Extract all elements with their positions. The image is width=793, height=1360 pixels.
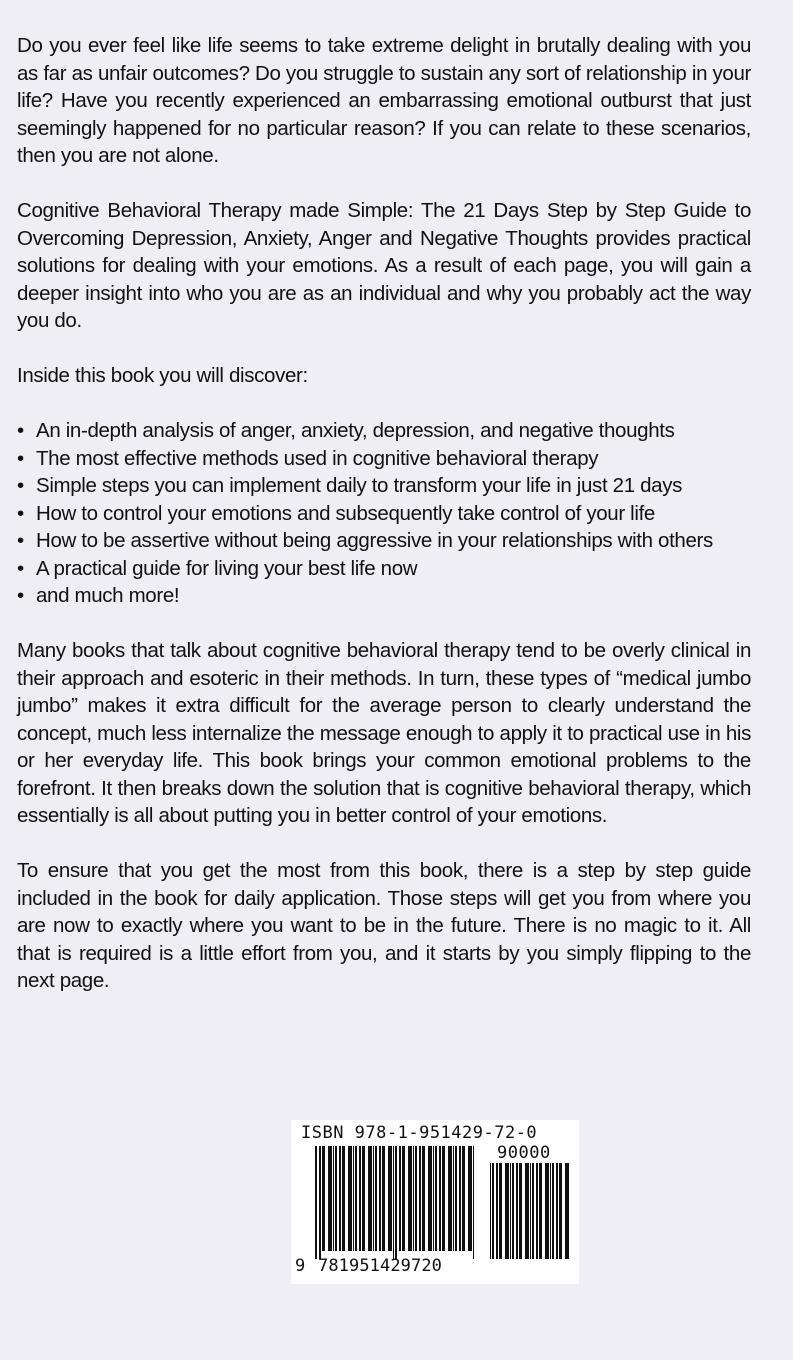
isbn-barcode	[291, 1120, 579, 1284]
barcode-bar	[355, 1146, 357, 1251]
barcode-bar	[439, 1146, 441, 1251]
barcode-bar	[448, 1146, 452, 1251]
barcode-bar	[419, 1146, 421, 1251]
books-comparison-paragraph: Many books that talk about cognitive behavioral therapy tend to be overly clinical in their approach and esoteric in their methods. In turn, these types of “medical jumbo jumbo” makes it extra difficult for the average person to clearly understand the concept, much less internalize the message enough to apply it to practical use in his or her everyday life. This book brings your common emotional problems to the forefront. It then breaks down the solution that is cognitive behavioral therapy, which essentially is all about putting you in better control of your emotions.	[17, 639, 751, 827]
barcode-bar	[413, 1146, 414, 1251]
barcode-bar	[455, 1146, 457, 1251]
ean-digits: 781951429720	[318, 1256, 443, 1276]
barcode-bar	[435, 1146, 437, 1251]
barcode-bar	[536, 1163, 538, 1259]
barcode-bar	[339, 1146, 341, 1251]
barcode-bar	[559, 1163, 562, 1259]
barcode-bar	[402, 1146, 405, 1251]
barcode-bar	[459, 1146, 461, 1251]
barcode-bar	[519, 1163, 522, 1259]
barcode-bar	[428, 1146, 432, 1251]
barcode-bar	[539, 1163, 542, 1259]
barcode-bar	[552, 1163, 554, 1259]
price-code: 90000	[497, 1143, 551, 1163]
barcode-bar	[453, 1146, 454, 1251]
barcode-bar	[490, 1163, 491, 1259]
barcode-bar	[473, 1146, 474, 1259]
barcode-bar	[510, 1163, 511, 1259]
barcode-bar	[393, 1146, 394, 1259]
barcode-bar	[433, 1146, 434, 1251]
ean-first-digit: 9	[295, 1256, 306, 1276]
list-item: • How to be assertive without being aggressive in your relationships with others	[17, 527, 751, 555]
barcode-bar	[399, 1146, 401, 1251]
barcode-bar	[348, 1146, 352, 1251]
barcode-bar	[415, 1146, 417, 1251]
step-guide-paragraph: To ensure that you get the most from this book, there is a step by step guide included in the book for daily application. Those steps will get you from where you are now to exactly where you want to be in the future. There is no magic to it. All that is required is a little effort from you, and it starts by you simply flipping to the next page.	[17, 859, 751, 992]
barcode-bar	[422, 1146, 425, 1251]
list-item: • The most effective methods used in cognitive behavioral therapy	[17, 445, 751, 473]
ean-bars	[315, 1146, 474, 1259]
barcode-bar	[496, 1163, 498, 1259]
back-cover-text	[17, 32, 751, 1022]
barcode-bar	[550, 1163, 551, 1259]
barcode-bar	[408, 1146, 412, 1251]
barcode-bar	[512, 1163, 514, 1259]
discover-heading: Inside this book you will discover:	[17, 364, 308, 387]
barcode-bar	[468, 1146, 472, 1251]
barcode-bar	[353, 1146, 354, 1251]
barcode-bar	[328, 1146, 332, 1251]
barcode-bar	[525, 1163, 529, 1259]
barcode-bar	[516, 1163, 518, 1259]
barcode-bar	[379, 1146, 381, 1251]
barcode-bar	[565, 1163, 569, 1259]
barcode-bar	[556, 1163, 558, 1259]
barcode-bar	[532, 1163, 534, 1259]
book-summary-paragraph: Cognitive Behavioral Therapy made Simple: The 21 Days Step by Step Guide to Overcoming Depression, Anxiety, Anger and Negative Thoughts provides practical solutions for dealing with your emotions. As a result of each page, you will gain a deeper insight into who you are as an individual and why you probably act the way you do.	[17, 199, 751, 332]
isbn-label: ISBN 978-1-951429-72-0	[301, 1123, 538, 1143]
barcode-bar	[545, 1163, 549, 1259]
list-item: • Simple steps you can implement daily to transform your life in just 21 days	[17, 472, 751, 500]
barcode-bar	[492, 1163, 494, 1259]
barcode-bar	[388, 1146, 392, 1251]
list-item: • A practical guide for living your best life now	[17, 555, 751, 583]
barcode-bar	[362, 1146, 365, 1251]
intro-paragraph: Do you ever feel like life seems to take extreme delight in brutally dealing with you as far as unfair outcomes? Do you struggle to sustain any sort of relationship in your life? Have you recently experienced an embarrassing emotional outburst that just seemingly happened for no particular reason? If you can relate to these scenarios, then you are not alone.	[17, 34, 751, 167]
barcode-bar	[373, 1146, 374, 1251]
barcode-bar	[319, 1146, 321, 1259]
barcode-bar	[315, 1146, 317, 1259]
list-item: • and much more!	[17, 582, 751, 610]
price-addon-bars	[490, 1163, 569, 1259]
list-item: • How to control your emotions and subsequently take control of your life	[17, 500, 751, 528]
barcode-bar	[342, 1146, 345, 1251]
barcode-bar	[322, 1146, 325, 1251]
barcode-bar	[395, 1146, 397, 1259]
barcode-bar	[359, 1146, 361, 1251]
barcode-bar	[499, 1163, 502, 1259]
barcode-bar	[382, 1146, 385, 1251]
barcode-bar	[530, 1163, 531, 1259]
barcode-bar	[505, 1163, 509, 1259]
barcode-bar	[368, 1146, 372, 1251]
barcode-bar	[335, 1146, 337, 1251]
barcode-bar	[375, 1146, 377, 1251]
barcode-bar	[333, 1146, 334, 1251]
discover-list	[17, 417, 751, 610]
barcode-bar	[442, 1146, 445, 1251]
list-item: • An in-depth analysis of anger, anxiety, depression, and negative thoughts	[17, 417, 751, 445]
barcode-bar	[462, 1146, 465, 1251]
